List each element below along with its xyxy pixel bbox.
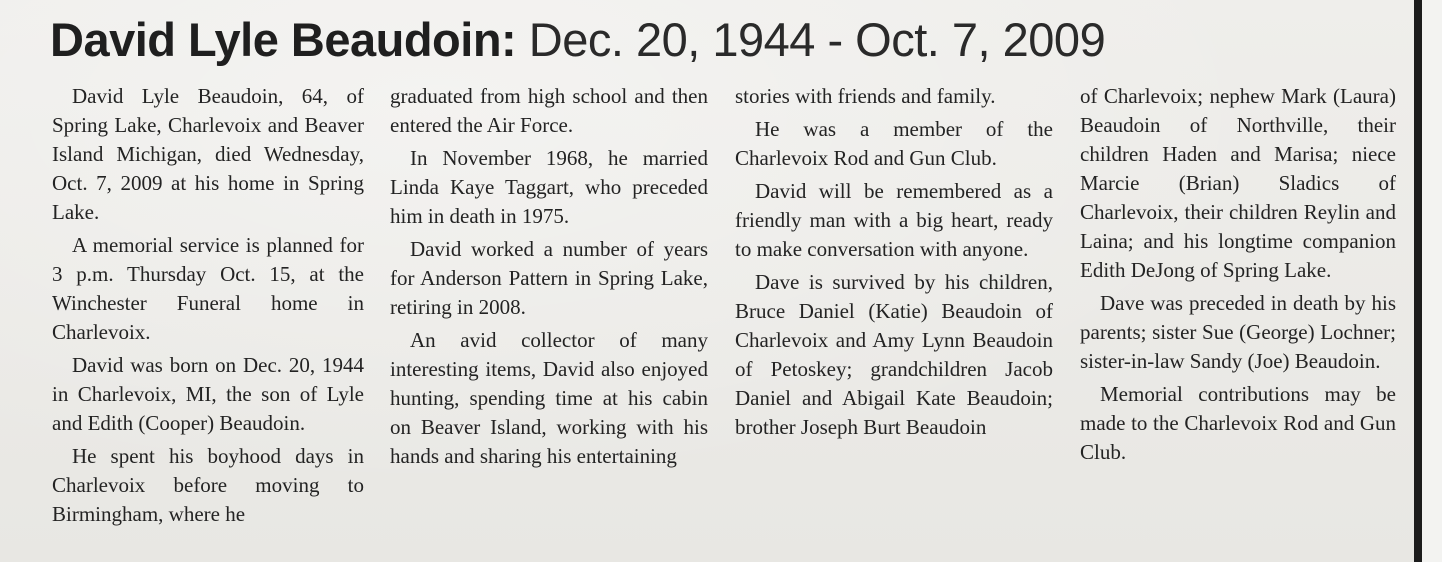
article-column-1 bbox=[52, 82, 364, 533]
column-rule-divider bbox=[1414, 0, 1422, 562]
page-margin bbox=[1422, 0, 1442, 562]
headline-dates: Dec. 20, 1944 - Oct. 7, 2009 bbox=[528, 13, 1106, 66]
column-1-paragraph-1: David Lyle Beaudoin, 64, of Spring Lake, Charlevoix and Beaver Island Michigan, died Wednesday, Oct. 7, 2009 at his home in Spring Lake. bbox=[52, 84, 364, 224]
column-1-paragraph-2: A memorial service is planned for 3 p.m. Thursday Oct. 15, at the Winchester Funeral home in Charlevoix. bbox=[52, 233, 364, 344]
column-3-paragraph-1: stories with friends and family. bbox=[735, 84, 996, 108]
article-column-3 bbox=[735, 82, 1053, 446]
column-2-paragraph-2: In November 1968, he married Linda Kaye Taggart, who preceded him in death in 1975. bbox=[390, 146, 708, 228]
column-2-paragraph-3: David worked a number of years for Anderson Pattern in Spring Lake, retiring in 2008. bbox=[390, 237, 708, 319]
column-3-paragraph-3: David will be remembered as a friendly man with a big heart, ready to make conversation with anyone. bbox=[735, 179, 1053, 261]
column-4-paragraph-3: Memorial contributions may be made to the Charlevoix Rod and Gun Club. bbox=[1080, 382, 1396, 464]
obituary-headline bbox=[50, 8, 1400, 72]
article-column-4 bbox=[1080, 82, 1396, 471]
column-3-paragraph-4: Dave is survived by his children, Bruce Daniel (Katie) Beaudoin of Charlevoix and Amy Lynn Beaudoin of Petoskey; grandchildren Jacob Daniel and Abigail Kate Beaudoin; brother Joseph Burt Beaudoin bbox=[735, 270, 1053, 439]
column-1-paragraph-3: David was born on Dec. 20, 1944 in Charlevoix, MI, the son of Lyle and Edith (Cooper) Beaudoin. bbox=[52, 353, 364, 435]
column-2-paragraph-4: An avid collector of many interesting items, David also enjoyed hunting, spending time at his cabin on Beaver Island, working with his hands and sharing his entertaining bbox=[390, 328, 708, 468]
column-2-paragraph-1: graduated from high school and then entered the Air Force. bbox=[390, 84, 708, 137]
column-4-paragraph-1: of Charlevoix; nephew Mark (Laura) Beaudoin of Northville, their children Haden and Marisa; niece Marcie (Brian) Sladics of Charlevoix, their children Reylin and Laina; and his longtime companion Edith DeJong of Spring Lake. bbox=[1080, 84, 1396, 282]
headline-name: David Lyle Beaudoin: bbox=[50, 13, 517, 66]
column-4-paragraph-2: Dave was preceded in death by his parents; sister Sue (George) Lochner; sister-in-law Sandy (Joe) Beaudoin. bbox=[1080, 291, 1396, 373]
article-column-2 bbox=[390, 82, 708, 475]
column-3-paragraph-2: He was a member of the Charlevoix Rod and Gun Club. bbox=[735, 117, 1053, 170]
column-1-paragraph-4: He spent his boyhood days in Charlevoix before moving to Birmingham, where he bbox=[52, 444, 364, 526]
